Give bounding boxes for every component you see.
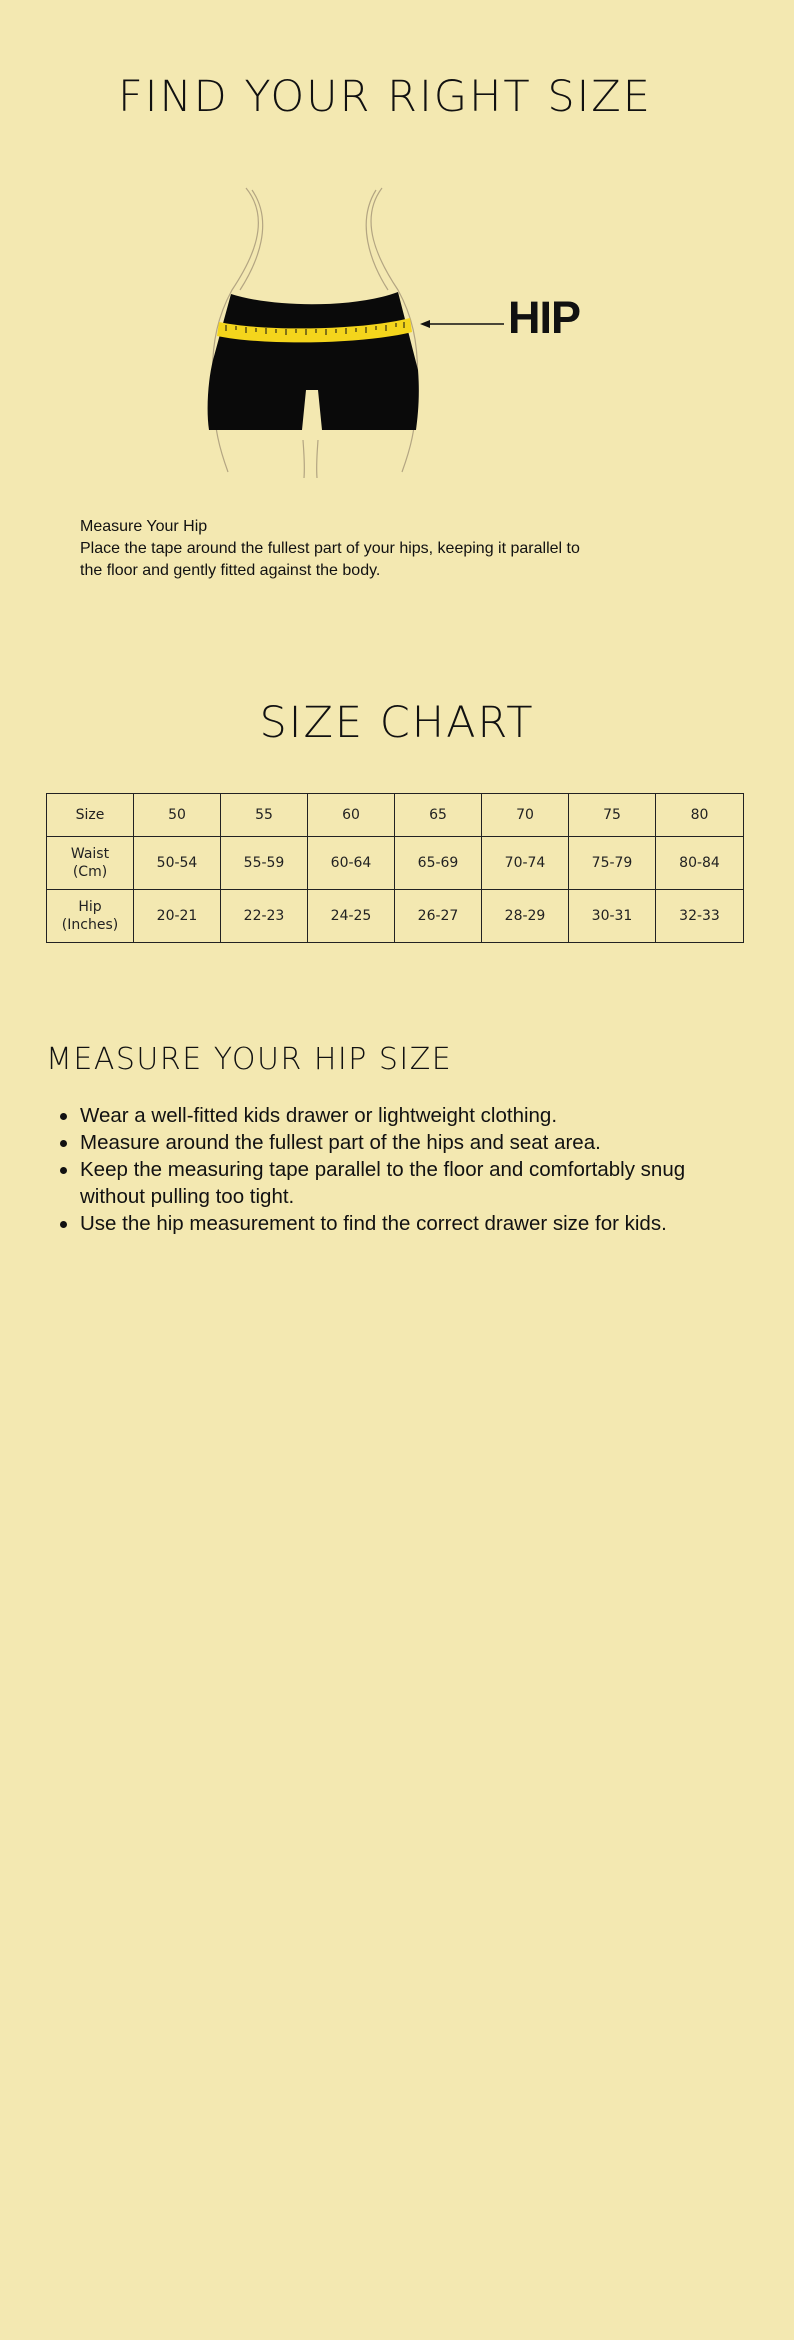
measure-description: Place the tape around the fullest part of your hips, keeping it parallel to the floor and gently fitted against the body. xyxy=(80,540,580,579)
table-cell: 50 xyxy=(134,794,221,837)
row-header: Size xyxy=(47,794,134,837)
table-cell: 75 xyxy=(569,794,656,837)
hip-label: HIP xyxy=(508,292,581,343)
size-chart-title: SIZE CHART xyxy=(259,698,535,748)
list-item: Wear a well-fitted kids drawer or lightweight clothing. xyxy=(80,1102,720,1129)
row-header: Waist (Cm) xyxy=(47,837,134,890)
list-item: Keep the measuring tape parallel to the floor and comfortably snug without pulling too tight. xyxy=(80,1156,720,1210)
table-cell: 24-25 xyxy=(308,890,395,943)
table-cell: 70 xyxy=(482,794,569,837)
table-cell: 26-27 xyxy=(395,890,482,943)
measure-instructions xyxy=(80,516,600,582)
table-row xyxy=(47,837,744,890)
page-title: FIND YOUR RIGHT SIZE xyxy=(118,72,652,122)
table-cell: 30-31 xyxy=(569,890,656,943)
hip-size-tips xyxy=(80,1102,720,1237)
table-cell: 20-21 xyxy=(134,890,221,943)
list-item: Measure around the fullest part of the hips and seat area. xyxy=(80,1129,720,1156)
row-header: Hip (Inches) xyxy=(47,890,134,943)
shorts-garment xyxy=(208,292,419,430)
measure-heading: Measure Your Hip xyxy=(80,518,208,535)
table-cell: 80 xyxy=(656,794,744,837)
arrow-left-icon xyxy=(420,320,504,328)
table-cell: 55 xyxy=(221,794,308,837)
size-chart-table xyxy=(46,793,744,943)
table-cell: 32-33 xyxy=(656,890,744,943)
table-cell: 75-79 xyxy=(569,837,656,890)
table-cell: 60-64 xyxy=(308,837,395,890)
table-cell: 22-23 xyxy=(221,890,308,943)
table-row xyxy=(47,890,744,943)
list-item: Use the hip measurement to find the correct drawer size for kids. xyxy=(80,1210,720,1237)
table-cell: 65 xyxy=(395,794,482,837)
table-cell: 50-54 xyxy=(134,837,221,890)
table-cell: 70-74 xyxy=(482,837,569,890)
table-row xyxy=(47,794,744,837)
table-cell: 55-59 xyxy=(221,837,308,890)
table-cell: 60 xyxy=(308,794,395,837)
hip-size-title: MEASURE YOUR HIP SIZE xyxy=(46,1042,453,1077)
table-cell: 80-84 xyxy=(656,837,744,890)
table-cell: 28-29 xyxy=(482,890,569,943)
table-cell: 65-69 xyxy=(395,837,482,890)
